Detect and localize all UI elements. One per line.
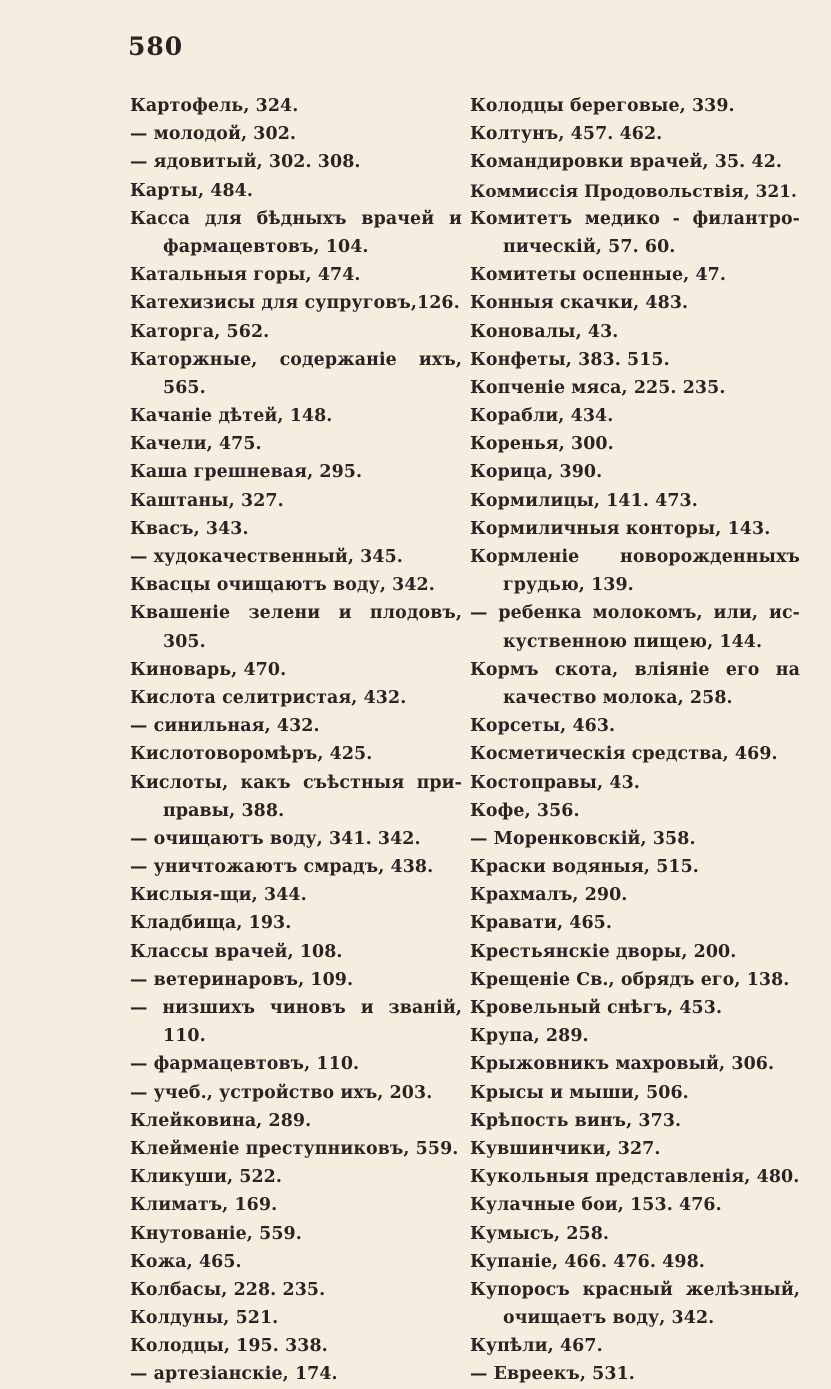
index-entry-line: Катальныя горы, 474. (130, 265, 361, 286)
index-entry-line: 565. (163, 377, 206, 398)
index-entry-line: Клейменіе преступниковъ, 559. (130, 1138, 459, 1159)
index-entry-line: Кормъ скота, вліяніе его на (470, 659, 800, 680)
index-entry-line: Корабли, 434. (470, 406, 614, 427)
index-entry-line: Колтунъ, 457. 462. (470, 124, 663, 145)
index-entry-line: — Моренковскій, 358. (470, 828, 696, 849)
index-entry-line: Клейковина, 289. (130, 1110, 312, 1131)
index-entry-line: Киноварь, 470. (130, 659, 287, 680)
index-column-left (130, 92, 462, 1389)
index-entry-line: качество молока, 258. (503, 687, 733, 708)
index-entry-line: — ядовитый, 302. 308. (130, 152, 361, 173)
index-entry-line: Колбасы, 228. 235. (130, 1279, 326, 1300)
index-entry-line: Кнутованіе, 559. (130, 1223, 302, 1244)
index-entry-line: — ребенка молокомъ, или, ис- (470, 603, 800, 624)
index-entry-line: Кормленіе новорожденныхъ (470, 547, 800, 567)
index-entry-line: Качаніе дѣтей, 148. (130, 406, 333, 427)
index-entry-line: Колодцы, 195. 338. (130, 1336, 328, 1357)
index-entry-line: Кувшинчики, 327. (470, 1138, 661, 1159)
index-entry-line: очищаетъ воду, 342. (503, 1308, 715, 1329)
index-entry-line: — низшихъ чиновъ и званій, (130, 998, 462, 1018)
index-entry-line: 110. (163, 1026, 206, 1047)
index-entry-line: Каторжные, содержаніе ихъ, (130, 349, 462, 370)
index-entry-line: Кумысъ, 258. (470, 1223, 610, 1244)
index-entry-line: Копченіе мяса, 225. 235. (470, 377, 726, 398)
index-entry-line: Карты, 484. (130, 180, 254, 201)
index-entry-line: пическій, 57. 60. (503, 236, 676, 257)
index-entry-line: — синильная, 432. (130, 716, 320, 737)
index-entry-line: Колодцы береговые, 339. (470, 96, 735, 116)
index-entry-line: Купѣли, 467. (470, 1336, 603, 1357)
index-entry-line: Комитетъ медико - филантро- (470, 208, 800, 229)
index-entry-line: Квасцы очищаютъ воду, 342. (130, 575, 435, 596)
index-entry-line: Купоросъ красный желѣзный, (470, 1279, 800, 1300)
index-entry-line: Кукольныя представленія, 480. (470, 1167, 800, 1188)
index-entry-line: — очищаютъ воду, 341. 342. (130, 828, 421, 849)
index-entry-line: Каша грешневая, 295. (130, 462, 363, 483)
index-entry-line: — учеб., устройство ихъ, 203. (130, 1082, 433, 1103)
index-entry-line: Костоправы, 43. (470, 772, 640, 793)
index-entry-line: Командировки врачей, 35. 42. (470, 152, 783, 173)
index-entry-line: — Евреекъ, 531. (470, 1364, 635, 1385)
index-entry-line: Коренья, 300. (470, 434, 614, 455)
index-entry-line: Кормилицы, 141. 473. (470, 490, 698, 511)
index-entry-line: Крѣпость винъ, 373. (470, 1110, 682, 1131)
index-column-right (470, 92, 800, 1389)
index-entry-line: Картофель, 324. (130, 96, 299, 116)
index-entry-line: — ветеринаровъ, 109. (130, 969, 354, 990)
index-entry-line: Кормиличныя конторы, 143. (470, 518, 771, 539)
index-entry-line: Краски водяныя, 515. (470, 857, 699, 878)
index-entry-line: правы, 388. (163, 800, 285, 821)
index-entry-line: Кровельный снѣгъ, 453. (470, 998, 723, 1018)
index-entry-line: Крестьянскіе дворы, 200. (470, 941, 737, 962)
index-entry-line: Каштаны, 327. (130, 490, 284, 511)
index-entry-line: Корсеты, 463. (470, 716, 616, 737)
index-entry-line: Крупа, 289. (470, 1026, 589, 1047)
index-entry-line: Катехизисы для супруговъ,126. (130, 293, 460, 314)
index-entry-line: Крысы и мыши, 506. (470, 1082, 689, 1103)
index-entry-line: Крещеніе Св., обрядъ его, 138. (470, 969, 790, 990)
index-entry-line: Квашеніе зелени и плодовъ, (130, 603, 462, 624)
index-entry-line: Кликуши, 522. (130, 1167, 283, 1188)
index-entry-line: Коммиссія Продовольствія, 321. (470, 180, 797, 201)
index-entry-line: Кислыя-щи, 344. (130, 885, 307, 906)
index-entry-line: фармацевтовъ, 104. (163, 236, 369, 257)
index-entry-line: Конфеты, 383. 515. (470, 349, 670, 370)
index-entry-line: Квасъ, 343. (130, 518, 249, 539)
index-entry-line: — молодой, 302. (130, 124, 297, 145)
index-entry-line: Каторга, 562. (130, 321, 270, 342)
index-entry-line: Климатъ, 169. (130, 1195, 278, 1216)
index-entry-line: — уничтожаютъ смрадъ, 438. (130, 857, 434, 878)
index-entry-line: 305. (163, 631, 206, 652)
index-entry-line: Купаніе, 466. 476. 498. (470, 1251, 705, 1272)
index-entry-line: Кожа, 465. (130, 1251, 242, 1272)
index-entry-line: Качели, 475. (130, 434, 262, 455)
index-entry-line: грудью, 139. (503, 575, 634, 596)
index-entry-line: Конныя скачки, 483. (470, 293, 689, 314)
index-entry-line: Косметическія средства, 469. (470, 744, 778, 765)
index-entry-line: Классы врачей, 108. (130, 941, 343, 962)
index-entry-line: Коновалы, 43. (470, 321, 619, 342)
index-entry-line: Кислота селитристая, 432. (130, 687, 407, 708)
index-entry-line: — худокачественный, 345. (130, 547, 403, 567)
index-entry-line: Крыжовникъ махровый, 306. (470, 1054, 775, 1075)
index-entry-line: Комитеты оспенные, 47. (470, 265, 727, 286)
index-entry-line: Кислотоворомѣръ, 425. (130, 744, 373, 765)
index-entry-line: Кравати, 465. (470, 913, 613, 934)
page-number: 580 (128, 32, 184, 61)
index-entry-line: Колдуны, 521. (130, 1308, 279, 1329)
index-entry-line: — артезіанскіе, 174. (130, 1364, 338, 1385)
index-entry-line: — фармацевтовъ, 110. (130, 1054, 360, 1075)
index-entry-line: Корица, 390. (470, 462, 603, 483)
index-entry-line: Кофе, 356. (470, 800, 580, 821)
index-entry-line: Касса для бѣдныхъ врачей и (130, 208, 462, 229)
index-entry-line: куственною пищею, 144. (503, 631, 763, 652)
index-entry-line: Кислоты, какъ съѣстныя при- (130, 772, 462, 793)
index-entry-line: Кладбища, 193. (130, 913, 292, 934)
index-entry-line: Кулачные бои, 153. 476. (470, 1195, 722, 1216)
index-entry-line: Крахмалъ, 290. (470, 885, 628, 906)
